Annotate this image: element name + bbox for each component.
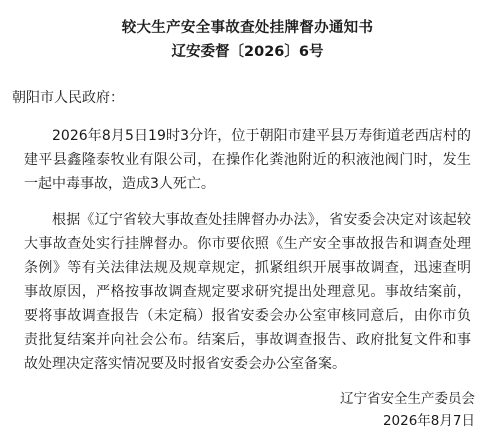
paragraph-instructions: 根据《辽宁省较大事故查处挂牌督办办法》，省安委会决定对该起较大事故查处实行挂牌督办。你市要依照《生产安全事故报告和调查处理条例》等有关法律法规及规章规定，抓紧组织开展事故调查，迅速查明事故原因，严格按事故调查规定要求研究提出处理意见。事故结案前，要将事故调查报告（未定稿）报省安委会办公室审核同意后，由你市负责批复结案并向社会公布。结案后，事故调查报告、政府批复文件和事故处理决定落实情况要及时报省安委会办公室备案。 [24, 212, 471, 372]
document-number: 辽安委督〔2026〕6号 [171, 44, 324, 60]
salutation: 朝阳市人民政府： [12, 90, 124, 106]
issue-date: 2026年8月7日 [382, 413, 475, 429]
document-title: 较大生产安全事故查处挂牌督办通知书 [121, 20, 374, 36]
issuer-name: 辽宁省安全生产委员会 [340, 391, 475, 407]
signature-block [340, 388, 475, 432]
paragraph-incident: 2026年8月5日19时3分许，位于朝阳市建平县万寿街道老西店村的建平县鑫隆泰牧业有限公司，在操作化粪池附近的积液池阀门时，发生一起中毒事故，造成3人死亡。 [24, 128, 471, 192]
